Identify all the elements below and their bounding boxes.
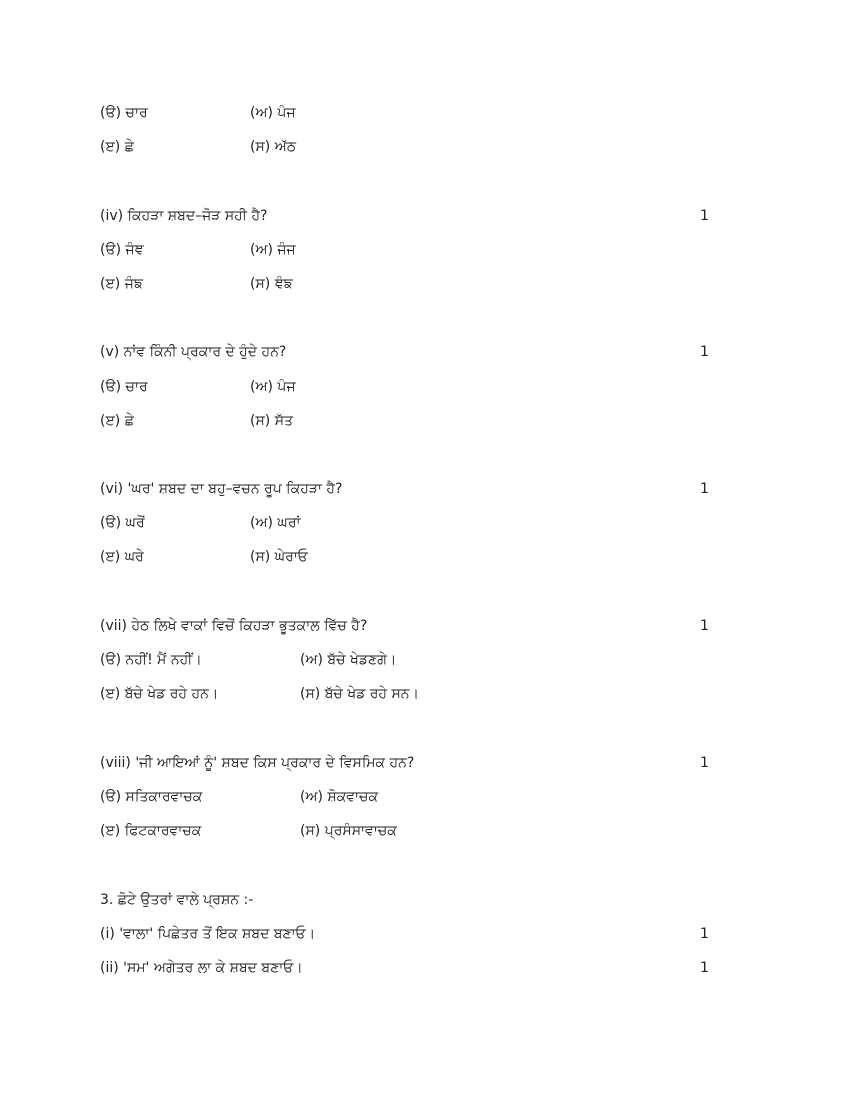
option-a: (ੳ) ਨਹੀਂ! ਮੈਂ ਨਹੀਂ। — [100, 652, 202, 668]
option-c: (ੲ) ਫਿਟਕਾਰਵਾਚਕ — [100, 823, 202, 839]
option-a: (ੳ) ਚਾਰ — [100, 379, 148, 395]
question-iv-marks: 1 — [700, 208, 709, 224]
short-question-ii-marks: 1 — [700, 960, 709, 976]
question-v: (v) ਨਾਂਵ ਕਿੰਨੀ ਪ੍ਰਕਾਰ ਦੇ ਹੁੰਦੇ ਹਨ? — [100, 344, 287, 360]
short-question-ii: (ii) 'ਸਮ' ਅਗੇਤਰ ਲਾ ਕੇ ਸ਼ਬਦ ਬਣਾਓ। — [100, 960, 303, 976]
short-question-i-marks: 1 — [700, 926, 709, 942]
question-v-marks: 1 — [700, 344, 709, 360]
option-b: (ਅ) ਜੰਜ — [250, 242, 296, 258]
question-viii-marks: 1 — [700, 755, 709, 771]
option-d: (ਸ) ਅੱਠ — [250, 139, 296, 155]
question-vii: (vii) ਹੇਠ ਲਿਖੇ ਵਾਕਾਂ ਵਿਚੋਂ ਕਿਹੜਾ ਭੂਤਕਾਲ ਵਿੱਚ ਹੈ? — [100, 618, 368, 634]
option-a: (ੳ) ਸਤਿਕਾਰਵਾਚਕ — [100, 789, 203, 805]
question-viii: (viii) 'ਜੀ ਆਇਆਂ ਨੂੰ' ਸ਼ਬਦ ਕਿਸ ਪ੍ਰਕਾਰ ਦੇ ਵਿਸਮਿਕ ਹਨ? — [100, 755, 415, 771]
option-d: (ਸ) ਸੱਤ — [250, 413, 293, 429]
question-vii-marks: 1 — [700, 618, 709, 634]
option-a: (ੳ) ਘਰੋਂ — [100, 515, 145, 531]
option-a: (ੳ) ਜੰਞ — [100, 242, 144, 258]
section-heading: 3. ਛੋਟੇ ਉਤਰਾਂ ਵਾਲੇ ਪ੍ਰਸ਼ਨ :- — [100, 892, 254, 908]
question-vi-marks: 1 — [700, 481, 709, 497]
option-b: (ਅ) ਸ਼ੋਕਵਾਚਕ — [300, 789, 379, 805]
option-c: (ੲ) ਛੇ — [100, 413, 134, 429]
option-c: (ੲ) ਬੱਚੇ ਖੇਡ ਰਹੇ ਹਨ। — [100, 686, 219, 702]
option-b: (ਅ) ਪੰਜ — [250, 379, 296, 395]
option-d: (ਸ) ਞੰਙ — [250, 276, 293, 292]
question-iv: (iv) ਕਿਹੜਾ ਸ਼ਬਦ–ਜੋੜ ਸਹੀ ਹੈ? — [100, 208, 268, 224]
question-vi: (vi) 'ਘਰ' ਸ਼ਬਦ ਦਾ ਬਹੁ–ਵਚਨ ਰੂਪ ਕਿਹੜਾ ਹੈ? — [100, 481, 343, 497]
option-b: (ਅ) ਘਰਾਂ — [250, 515, 301, 531]
option-d: (ਸ) ਪ੍ਰਸੰਸਾਵਾਚਕ — [300, 823, 397, 839]
option-b: (ਅ) ਬੱਚੇ ਖੇਡਣਗੇ। — [300, 652, 397, 668]
option-a: (ੳ) ਚਾਰ — [100, 105, 148, 121]
option-d: (ਸ) ਘੇਰਾਓ — [250, 549, 308, 565]
option-b: (ਅ) ਪੰਜ — [250, 105, 296, 121]
option-c: (ੲ) ਜੰਙ — [100, 276, 143, 292]
short-question-i: (i) 'ਵਾਲਾ' ਪਿਛੇਤਰ ਤੋਂ ਇਕ ਸ਼ਬਦ ਬਣਾਓ। — [100, 926, 316, 942]
option-c: (ੲ) ਘਰੇ — [100, 549, 144, 565]
option-d: (ਸ) ਬੱਚੇ ਖੇਡ ਰਹੇ ਸਨ। — [300, 686, 419, 702]
option-c: (ੲ) ਛੇ — [100, 139, 134, 155]
